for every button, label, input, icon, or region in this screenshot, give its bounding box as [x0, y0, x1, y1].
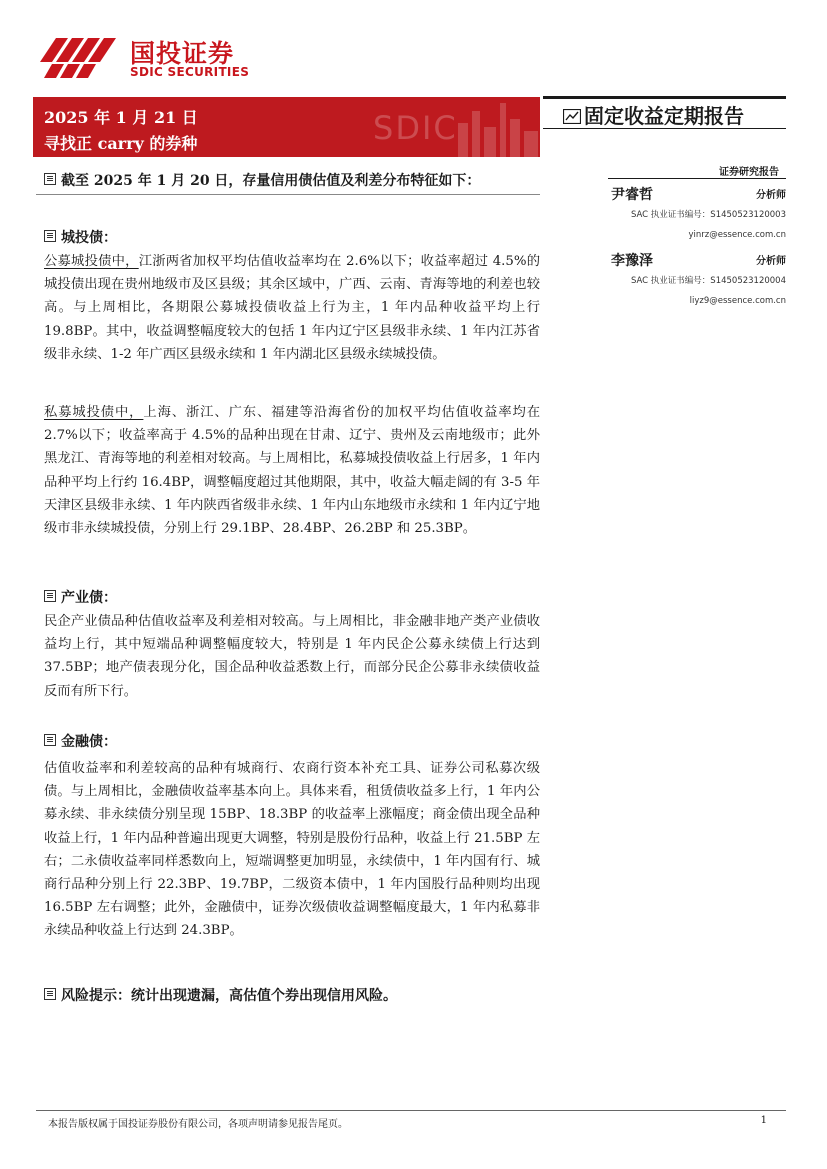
- report-type-title: [563, 100, 788, 129]
- summary-heading: [44, 170, 480, 190]
- chart-trend-icon: [563, 109, 581, 124]
- report-subtype: 证券研究报告: [719, 167, 779, 178]
- header-rule-3: [608, 178, 786, 179]
- header-rule-2: [543, 128, 786, 129]
- list-icon: [44, 230, 56, 242]
- logo-cn-text: 国投证券: [130, 39, 235, 68]
- section-heading-text: 产业债：: [61, 590, 117, 606]
- analyst-email[interactable]: liyz9@essence.com.cn: [689, 296, 786, 306]
- risk-warning: [44, 985, 397, 1005]
- report-title: 寻找正 carry 的券种: [44, 134, 198, 153]
- paragraph-body: 上海、浙江、广东、福建等沿海省份的加权平均估值收益率均在 2.7%以下；收益率高于 4.5%的品种出现在甘肃、辽宁、贵州及云南地级市；此外黑龙江、青海等地的利差相对较高。与上周相比，私募城投债收益上行居多，1 年内品种平均上行约 16.4BP，调整幅度超过其他期限，其中，收益大幅走阔的有 3-5 年天津区县级非永续、1 年内陕西省级非永续、1 年内山东地级市永续和 1 年内辽宁地级市非永续城投债，分别上行 29.1BP、28.4BP、26.2BP 和 25.3BP。: [44, 405, 541, 537]
- banner-watermark: SDIC: [373, 109, 458, 147]
- list-icon: [44, 173, 56, 185]
- section-heading-text: 城投债：: [61, 230, 117, 246]
- paragraph-lead: 公募城投债中，: [44, 254, 139, 269]
- analyst-name: 李豫泽: [611, 253, 653, 269]
- section-heading-financial: [44, 731, 117, 751]
- paragraph-public-chengtou: [44, 250, 540, 366]
- paragraph-lead: 私募城投债中，: [44, 405, 144, 420]
- paragraph-body: 估值收益率和利差较高的品种有城商行、农商行资本补充工具、证券公司私募次级债。与上周相比，金融债收益率基本向上。具体来看，租赁债收益多上行，1 年内公募永续、非永续债分别呈现 15BP、18.3BP 的收益率上涨幅度；商金债出现全品种收益上行，1 年内品种普遍出现更大调整，特别是股份行品种，收益上行 21.5BP 左右；二永债收益率同样悉数向上，短端调整更加明显，永续债中，1 年内国有行、城商行品种分别上行 22.3BP、19.7BP，二级资本债中，1 年内国股行品种则均出现 16.5BP 左右调整；此外，金融债中，证券次级债收益调整幅度最大，1 年内私募非永续品种收益上行达到 24.3BP。: [44, 761, 540, 939]
- analyst-sac-number: SAC 执业证书编号：S1450523120004: [630, 276, 786, 286]
- title-banner: [33, 97, 540, 157]
- list-icon: [44, 734, 56, 746]
- logo-en-text: SDIC SECURITIES: [130, 65, 250, 79]
- section-heading-chengtou: [44, 227, 117, 247]
- list-icon: [44, 988, 56, 1000]
- summary-heading-text: 截至 2025 年 1 月 20 日，存量信用债估值及利差分布特征如下：: [61, 173, 481, 189]
- risk-warning-text: 风险提示：统计出现遗漏，高估值个券出现信用风险。: [61, 988, 397, 1004]
- analyst-role: 分析师: [756, 190, 786, 201]
- section-heading-text: 金融债：: [61, 734, 117, 750]
- analyst-email[interactable]: yinrz@essence.com.cn: [688, 230, 786, 240]
- sdic-logo-icon: [38, 34, 122, 84]
- page-number: 1: [760, 1115, 767, 1126]
- company-logo: [38, 34, 268, 84]
- paragraph-body: 民企产业债品种估值收益率及利差相对较高。与上周相比，非金融非地产类产业债收益均上行，其中短端品种调整幅度较大，特别是 1 年内民企公募永续债上行达到 37.5BP；地产债表现分化，国企品种收益悉数上行，而部分民企公募非永续债收益反而有所下行。: [44, 614, 540, 699]
- analyst-name: 尹睿哲: [611, 187, 653, 203]
- header-top-rule: [543, 96, 786, 99]
- analyst-role: 分析师: [756, 256, 786, 267]
- analyst-sac-number: SAC 执业证书编号：S1450523120003: [630, 210, 786, 220]
- report-type-label: 固定收益定期报告: [584, 104, 744, 128]
- footer-rule: [36, 1110, 786, 1111]
- section-heading-industry: [44, 587, 117, 607]
- paragraph-private-chengtou: [44, 401, 540, 540]
- paragraph-industry: [44, 610, 540, 703]
- list-icon: [44, 590, 56, 602]
- skyline-decoration-icon: [340, 97, 540, 157]
- paragraph-body: 江浙两省加权平均估值收益率均在 2.6%以下；收益率超过 4.5%的城投债出现在贵州地级市及区县级；其余区域中，广西、云南、青海等地的利差也较高。与上周相比，各期限公募城投债收益上行为主，1 年内品种收益平均上行 19.8BP。其中，收益调整幅度较大的包括 1 年内辽宁区县级非永续、1 年内江苏省级非永续、1-2 年广西区县级永续和 1 年内湖北区县级永续城投债。: [44, 254, 541, 362]
- summary-divider: [36, 194, 540, 195]
- paragraph-financial: [44, 757, 540, 943]
- report-date: 2025 年 1 月 21 日: [44, 108, 198, 127]
- footer-disclaimer: 本报告版权属于国投证券股份有限公司，各项声明请参见报告尾页。: [48, 1119, 348, 1130]
